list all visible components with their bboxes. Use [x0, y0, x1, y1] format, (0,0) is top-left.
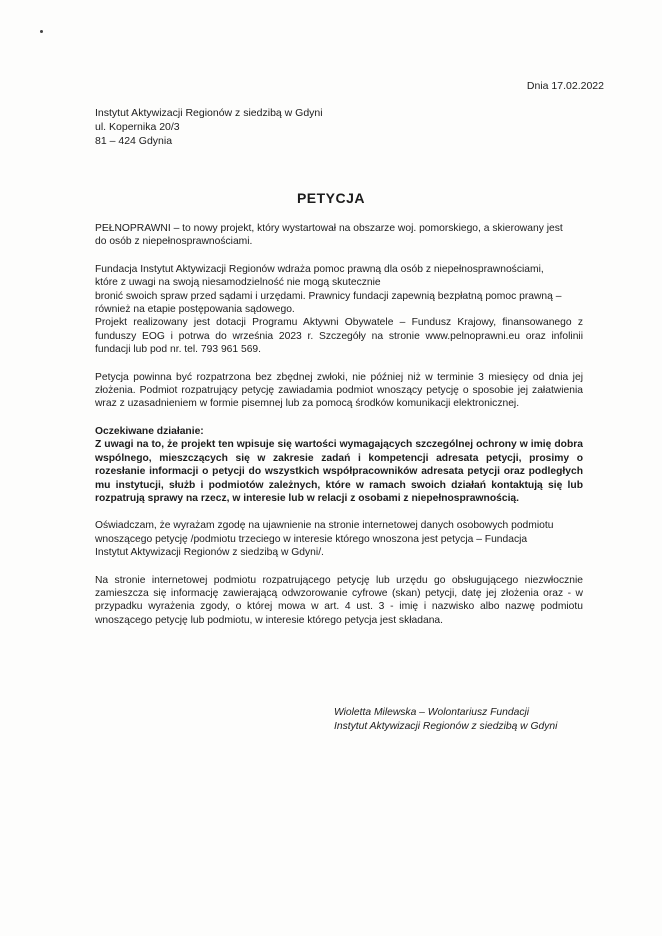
foundation-line-4: również na etapie postępowania sądowego. — [95, 304, 295, 316]
foundation-line-2: które z uwagi na swoją niesamodzielność nie mogą skutecznie — [95, 277, 381, 289]
scan-speck — [40, 30, 43, 33]
signature-name: Wioletta Milewska – Wolontariusz Fundacji — [334, 707, 530, 718]
intro-line-2: do osób z niepełnosprawnościami. — [95, 236, 253, 248]
expected-action-heading: Oczekiwane działanie: — [95, 425, 204, 437]
expected-action-text: Z uwagi na to, że projekt ten wpisuje się wartości wymagających szczególnej ochrony w imię dobra wspólnego, mieszczących się w zakresie zadań i kompetencji adresata petycji, prosimy o rozesłanie informacji o petycji do wszystkich współpracowników adresata petycji oraz podległych mu instytucji, służb i podmiotów zależnych, które w ramach swoich działań kontaktują się lub rozpatrują sprawy na rzecz, w interesie lub w relacji z osobami z niepełnosprawnością. — [95, 439, 583, 504]
foundation-line-3: bronić swoich spraw przed sądami i urzędami. Prawnicy fundacji zapewnią bezpłatną pomoc prawną – — [95, 290, 562, 302]
processing-paragraph: Petycja powinna być rozpatrzona bez zbędnej zwłoki, nie później niż w terminie 3 miesięcy od dnia jej złożenia. Podmiot rozpatrujący petycję zawiadamia podmiot wnoszący petycję o sposobie jej załatwienia wraz z uzasadnieniem w formie pisemnej lub za pomocą środków komunikacji elektronicznej. — [95, 371, 583, 410]
foundation-paragraph — [95, 263, 583, 357]
foundation-line-1: Fundacja Instytut Aktywizacji Regionów wdraża pomoc prawną dla osób z niepełnosprawnościami, — [95, 263, 544, 275]
address-line-street: ul. Kopernika 20/3 — [95, 121, 180, 133]
intro-line-1: PEŁNOPRAWNI – to nowy projekt, który wystartował na obszarze woj. pomorskiego, a skierowany jest — [95, 223, 563, 234]
consent-line-3: Instytut Aktywizacji Regionów z siedzibą w Gdyni/. — [95, 547, 324, 559]
document-date: Dnia 17.02.2022 — [526, 80, 604, 92]
signature-block — [334, 706, 557, 734]
signature-organization: Instytut Aktywizacji Regionów z siedzibą w Gdyni — [334, 721, 558, 732]
document-body — [95, 222, 583, 641]
project-funding-text: Projekt realizowany jest dotacji Programu Aktywni Obywatele – Fundusz Krajowy, finansowanego z funduszy EOG i potrwa do września 2023 r. Szczegóły na stronie www.pelnoprawni.eu oraz infolinii fundacji lub pod nr. tel. 793 961 569. — [95, 317, 583, 356]
consent-line-1: Oświadczam, że wyrażam zgodę na ujawnienie na stronie internetowej danych osobowych podmiotu — [95, 520, 554, 532]
intro-paragraph — [95, 222, 583, 249]
address-line-city: 81 – 424 Gdynia — [95, 135, 173, 147]
consent-line-2: wnoszącego petycję /podmiotu trzeciego w interesie którego wnoszona jest petycja – Fundacja — [95, 533, 528, 545]
recipient-address — [95, 106, 323, 148]
publication-paragraph: Na stronie internetowej podmiotu rozpatrującego petycję lub urzędu go obsługującego niezwłocznie zamieszcza się informację zawierającą odwzorowanie cyfrowe (skan) petycji, datę jej złożenia oraz - w przypadku wyrażenia zgody, o której mowa w art. 4 ust. 3 - imię i nazwisko albo nazwę podmiotu wnoszącego petycję lub podmiotu, w interesie którego petycja jest składana. — [95, 574, 583, 626]
expected-action-section — [95, 425, 583, 505]
consent-paragraph — [95, 519, 583, 559]
document-title: PETYCJA — [296, 190, 366, 206]
address-line-name: Instytut Aktywizacji Regionów z siedzibą w Gdyni — [95, 107, 323, 119]
